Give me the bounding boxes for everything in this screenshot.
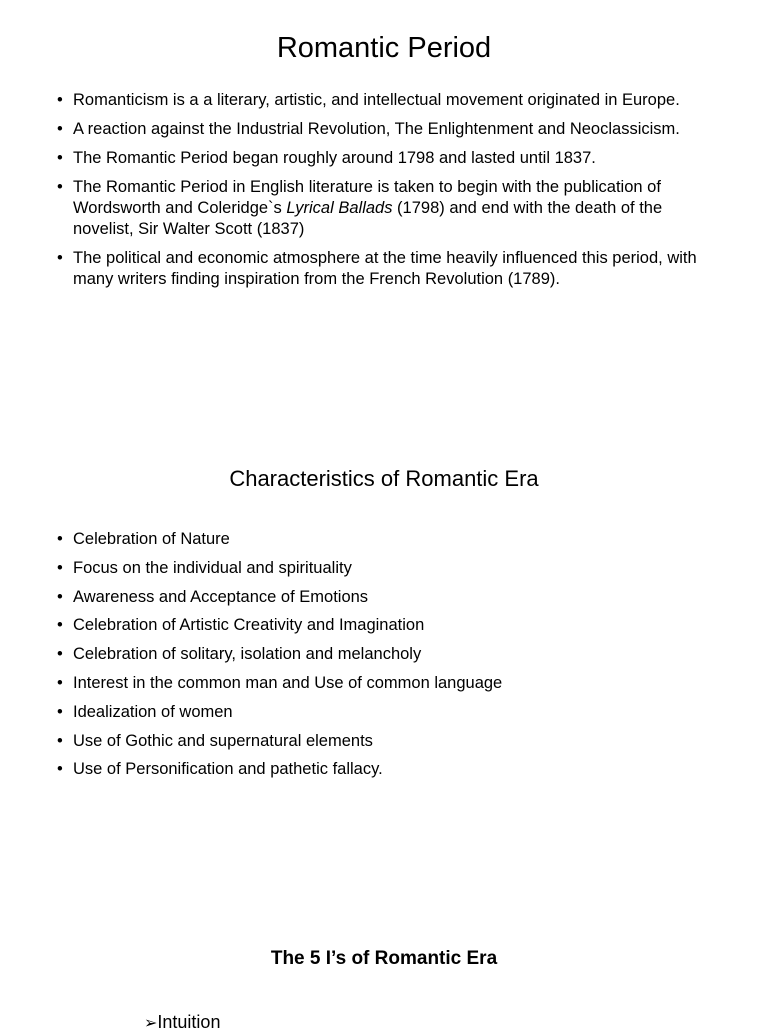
- bullet-item: [0, 731, 768, 752]
- slide-title: Romantic Period: [276, 32, 492, 64]
- book-title: Lyrical Ballads: [286, 199, 393, 217]
- bullet-dot-icon: •: [57, 587, 63, 606]
- bullet-dot-icon: •: [57, 149, 63, 167]
- bullet-text: Awareness and Acceptance of Emotions: [73, 587, 369, 606]
- bullet-text: Celebration of solitary, isolation and melancholy: [73, 645, 422, 664]
- bullet-text: Romanticism is a a literary, artistic, and intellectual movement originated in Europe.: [73, 91, 680, 109]
- bullet-item: [0, 615, 768, 636]
- slide-five-is: [0, 944, 768, 974]
- bullet-list: [0, 90, 768, 298]
- bullet-text: Use of Personification and pathetic fallacy.: [73, 760, 383, 779]
- bullet-item: [0, 644, 768, 665]
- bullet-text: Use of Gothic and supernatural elements: [73, 731, 373, 750]
- arrow-list-item: [144, 1010, 220, 1036]
- bullet-dot-icon: •: [57, 616, 63, 635]
- bullet-text: Celebration of Nature: [73, 530, 230, 548]
- bullet-text: Celebration of Artistic Creativity and Imagination: [73, 616, 425, 635]
- slide-title: The 5 I’s of Romantic Era: [270, 948, 498, 969]
- bullet-item: [0, 673, 768, 694]
- bullet-text: The Romantic Period began roughly around 1798 and lasted until 1837.: [73, 149, 596, 167]
- bullet-dot-icon: •: [57, 530, 63, 548]
- bullet-dot-icon: •: [57, 558, 63, 577]
- bullet-dot-icon: •: [57, 645, 63, 664]
- bullet-item: [0, 558, 768, 579]
- bullet-text: The political and economic atmosphere at the time heavily influenced this period, with many writers finding inspiration from the French Revolution (1789).: [73, 249, 697, 288]
- bullet-item: [0, 119, 768, 140]
- bullet-item: [0, 90, 768, 111]
- bullet-dot-icon: •: [57, 731, 63, 750]
- slide-characteristics: [0, 462, 768, 779]
- bullet-item: [0, 148, 768, 169]
- bullet-text-continued: (1798) and end with the death of the novelist, Sir Walter Scott (1837): [73, 199, 663, 238]
- bullet-item: [0, 529, 768, 550]
- bullet-dot-icon: •: [57, 178, 63, 196]
- bullet-text: Idealization of women: [73, 702, 233, 721]
- bullet-text: Interest in the common man and Use of common language: [73, 673, 503, 692]
- bullet-item: [0, 177, 768, 240]
- bullet-item: [0, 759, 768, 780]
- bullet-item: [0, 702, 768, 723]
- bullet-dot-icon: •: [57, 249, 63, 267]
- arrow-bullet-icon: ➢: [144, 1015, 158, 1032]
- bullet-list: [0, 529, 768, 788]
- arrow-item-text: Intuition: [157, 1012, 221, 1032]
- bullet-text: The Romantic Period in English literature is taken to begin with the publication of Wordsworth and Coleridge`s: [73, 178, 661, 217]
- bullet-item: [0, 587, 768, 608]
- bullet-item: [0, 248, 768, 290]
- bullet-text: Focus on the individual and spirituality: [73, 558, 352, 577]
- slide-title: Characteristics of Romantic Era: [229, 466, 539, 491]
- bullet-dot-icon: •: [57, 120, 63, 138]
- bullet-text: A reaction against the Industrial Revolution, The Enlightenment and Neoclassicism.: [73, 120, 680, 138]
- bullet-dot-icon: •: [57, 91, 63, 109]
- bullet-dot-icon: •: [57, 702, 63, 721]
- slide-romantic-period: [0, 28, 768, 288]
- bullet-dot-icon: •: [57, 760, 63, 779]
- bullet-dot-icon: •: [57, 673, 63, 692]
